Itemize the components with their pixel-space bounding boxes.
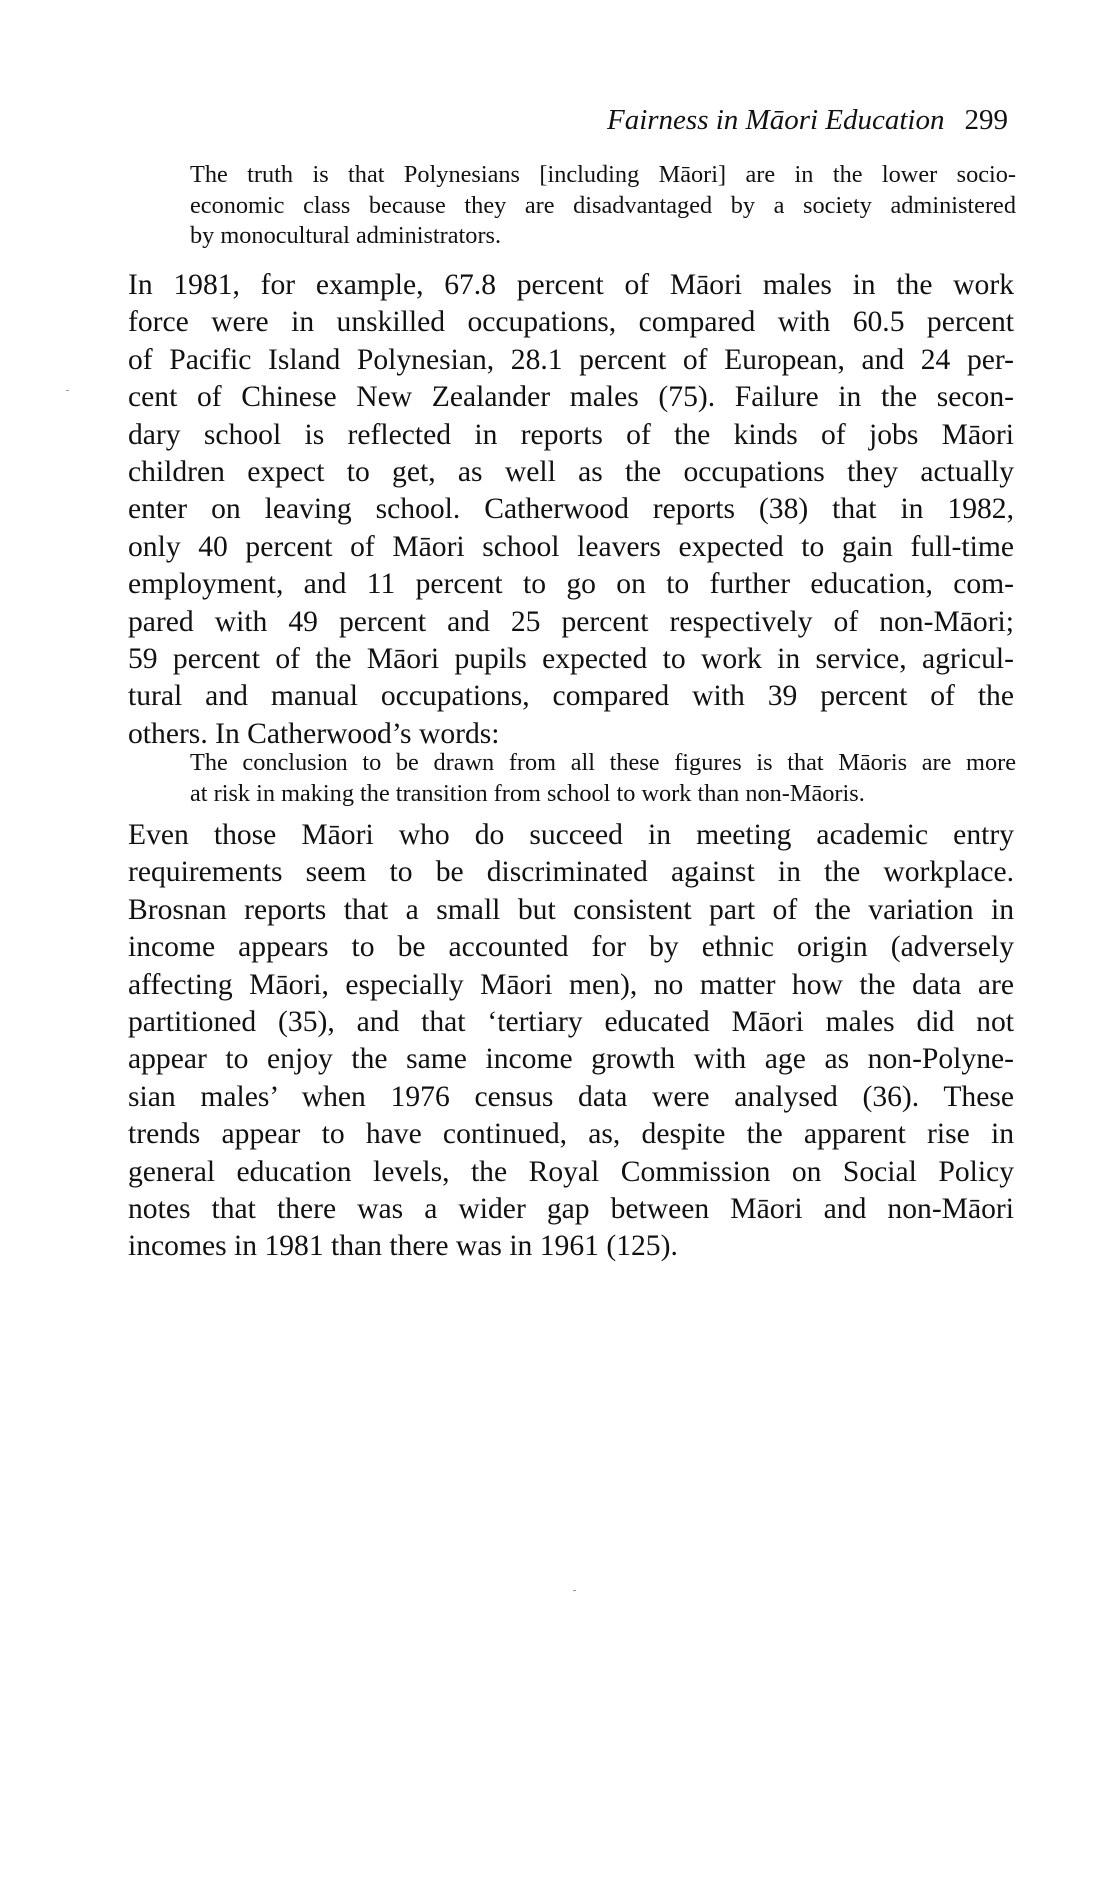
text-line: employment, and 11 percent to go on to further education, com- bbox=[128, 568, 1014, 601]
text-line: enter on leaving school. Catherwood reports (38) that in 1982, bbox=[128, 493, 1014, 526]
text-line: Even those Māori who do succeed in meeting academic entry bbox=[128, 819, 1014, 851]
text-line: sian males’ when 1976 census data were analysed (36). These bbox=[128, 1080, 1014, 1113]
text-line: In 1981, for example, 67.8 percent of Māori males in the work bbox=[128, 269, 1014, 301]
text-line: only 40 percent of Māori school leavers expected to gain full-time bbox=[128, 530, 1014, 563]
text-line: 59 percent of the Māori pupils expected to work in service, agricul- bbox=[128, 643, 1014, 676]
text-line: dary school is reflected in reports of the kinds of jobs Māori bbox=[128, 418, 1014, 451]
running-head bbox=[128, 100, 1008, 140]
quote-line: economic class because they are disadvantaged by a society administered bbox=[190, 191, 1016, 219]
text-line: cent of Chinese New Zealander males (75). Failure in the secon- bbox=[128, 381, 1014, 414]
text-line: appear to enjoy the same income growth with age as non-Polyne- bbox=[128, 1043, 1014, 1076]
scan-speck bbox=[66, 390, 69, 391]
text-line: income appears to be accounted for by ethnic origin (adversely bbox=[128, 931, 1014, 964]
quote-line: The conclusion to be drawn from all these figures is that Māoris are more bbox=[190, 749, 1016, 776]
quote-line: by monocultural administrators. bbox=[190, 222, 502, 249]
text-line: force were in unskilled occupations, compared with 60.5 percent bbox=[128, 306, 1014, 339]
text-line: tural and manual occupations, compared with 39 percent of the bbox=[128, 680, 1014, 713]
text-line: incomes in 1981 than there was in 1961 (125). bbox=[128, 1230, 678, 1263]
text-line: Brosnan reports that a small but consistent part of the variation in bbox=[128, 893, 1014, 926]
scan-speck bbox=[573, 1590, 576, 1591]
quote-line: at risk in making the transition from school to work than non-Māoris. bbox=[190, 779, 865, 807]
text-line: pared with 49 percent and 25 percent respectively of non-Māori; bbox=[128, 605, 1014, 638]
text-line: requirements seem to be discriminated against in the workplace. bbox=[128, 856, 1014, 889]
text-line: notes that there was a wider gap between Māori and non-Māori bbox=[128, 1193, 1014, 1226]
quote-line: The truth is that Polynesians [including Māori] are in the lower socio- bbox=[190, 161, 1016, 188]
text-line: others. In Catherwood’s words: bbox=[128, 717, 500, 750]
text-line: children expect to get, as well as the occupations they actually bbox=[128, 456, 1014, 489]
running-title: Fairness in Māori Education bbox=[606, 104, 945, 136]
text-line: affecting Māori, especially Māori men), no matter how the data are bbox=[128, 968, 1014, 1001]
block-quote-polynesians bbox=[190, 160, 1016, 252]
paragraph-income-gap bbox=[128, 817, 1014, 1266]
text-line: of Pacific Island Polynesian, 28.1 percent of European, and 24 per- bbox=[128, 343, 1014, 376]
text-line: trends appear to have continued, as, despite the apparent rise in bbox=[128, 1118, 1014, 1151]
page-number: 299 bbox=[964, 104, 1008, 136]
text-line: general education levels, the Royal Commission on Social Policy bbox=[128, 1155, 1014, 1188]
text-line: partitioned (35), and that ‘tertiary educated Māori males did not bbox=[128, 1006, 1014, 1039]
block-quote-catherwood bbox=[190, 748, 1016, 809]
paragraph-occupations bbox=[128, 267, 1014, 753]
